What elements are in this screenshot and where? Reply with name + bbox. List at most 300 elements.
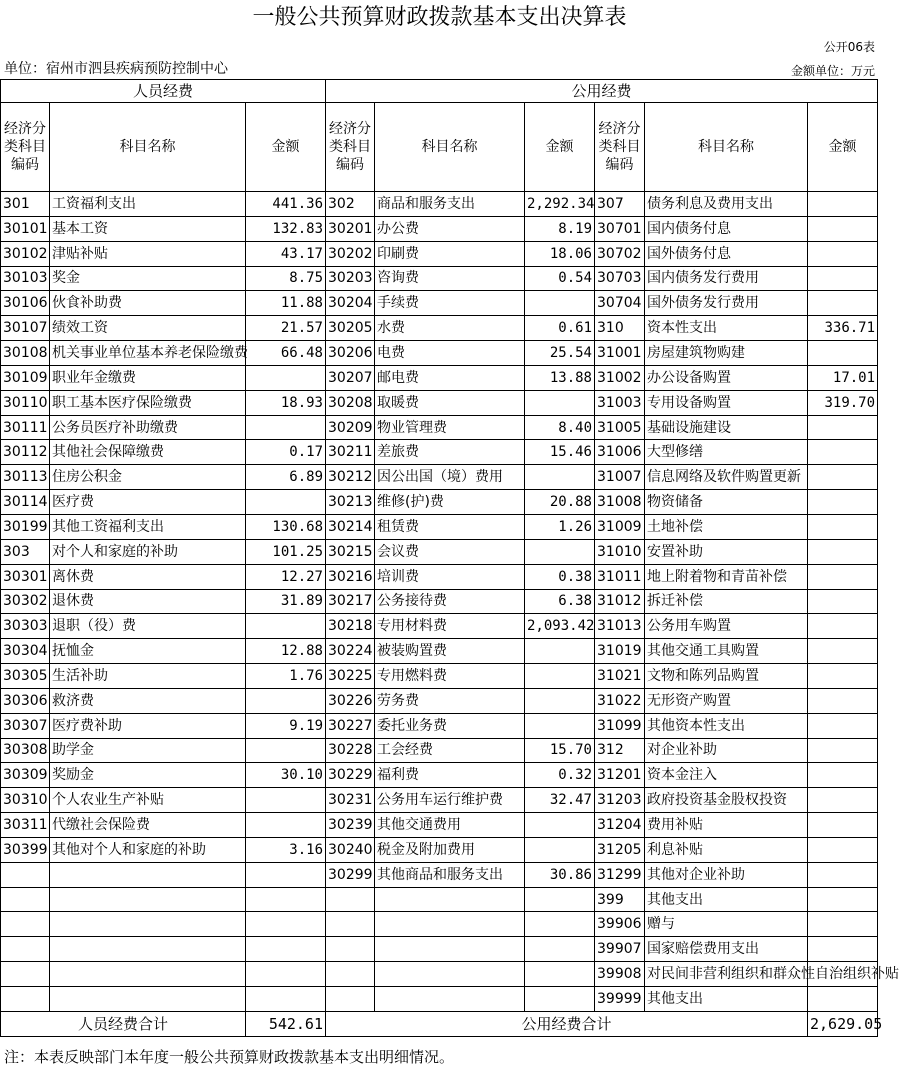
cell-code [326, 987, 375, 1012]
cell-name: 税金及附加费用 [375, 837, 525, 862]
cell-code: 30307 [1, 713, 50, 738]
cell-amount: 0.61 [525, 316, 595, 341]
cell-code: 31001 [595, 341, 645, 366]
header-name: 科目名称 [645, 103, 808, 192]
cell-amount: 25.54 [525, 341, 595, 366]
cell-code: 30229 [326, 763, 375, 788]
cell-amount [525, 713, 595, 738]
cell-code: 30301 [1, 564, 50, 589]
cell-name: 国外债务付息 [645, 241, 808, 266]
cell-code: 30201 [326, 216, 375, 241]
cell-name: 公务用车运行维护费 [375, 788, 525, 813]
cell-amount [808, 539, 878, 564]
cell-code: 30207 [326, 365, 375, 390]
cell-code: 30106 [1, 291, 50, 316]
cell-code [326, 912, 375, 937]
cell-amount [808, 688, 878, 713]
cell-name: 取暖费 [375, 390, 525, 415]
table-code: 公开06表 [823, 40, 875, 54]
cell-code: 30704 [595, 291, 645, 316]
table-row [1, 440, 878, 465]
cell-name: 其他交通工具购置 [645, 639, 808, 664]
table-row [1, 763, 878, 788]
cell-code: 30299 [326, 862, 375, 887]
cell-amount [808, 862, 878, 887]
cell-code: 31010 [595, 539, 645, 564]
cell-code: 30107 [1, 316, 50, 341]
cell-name: 费用补贴 [645, 813, 808, 838]
cell-code: 31299 [595, 862, 645, 887]
cell-name: 资本性支出 [645, 316, 808, 341]
cell-code: 30214 [326, 514, 375, 539]
cell-amount [808, 490, 878, 515]
cell-name: 个人农业生产补贴 [50, 788, 246, 813]
table-row [1, 713, 878, 738]
cell-code: 30102 [1, 241, 50, 266]
cell-name: 咨询费 [375, 266, 525, 291]
cell-code: 30101 [1, 216, 50, 241]
header-name: 科目名称 [375, 103, 525, 192]
cell-amount [525, 813, 595, 838]
table-row [1, 490, 878, 515]
cell-amount: 31.89 [246, 589, 326, 614]
cell-name: 信息网络及软件购置更新 [645, 465, 808, 490]
cell-amount [808, 887, 878, 912]
cell-name [50, 912, 246, 937]
cell-amount [808, 813, 878, 838]
cell-amount [525, 390, 595, 415]
cell-name: 物业管理费 [375, 415, 525, 440]
cell-code: 31009 [595, 514, 645, 539]
cell-amount: 2,093.42 [525, 614, 595, 639]
cell-name: 工会经费 [375, 738, 525, 763]
cell-name: 印刷费 [375, 241, 525, 266]
cell-name: 专用材料费 [375, 614, 525, 639]
cell-code: 30216 [326, 564, 375, 589]
cell-amount [246, 987, 326, 1012]
table-row [1, 192, 878, 217]
cell-amount [246, 862, 326, 887]
cell-code: 31022 [595, 688, 645, 713]
cell-code: 31201 [595, 763, 645, 788]
cell-name: 邮电费 [375, 365, 525, 390]
cell-amount [525, 291, 595, 316]
cell-name: 培训费 [375, 564, 525, 589]
amount-unit: 金额单位：万元 [790, 64, 875, 78]
cell-code: 31099 [595, 713, 645, 738]
cell-amount: 6.89 [246, 465, 326, 490]
cell-code: 39908 [595, 962, 645, 987]
public-total-amount: 2,629.05 [808, 1011, 878, 1036]
table-row [1, 738, 878, 763]
header-code: 经济分类科目编码 [1, 103, 50, 192]
table-row [1, 341, 878, 366]
cell-amount [246, 912, 326, 937]
cell-name: 债务利息及费用支出 [645, 192, 808, 217]
cell-name: 基本工资 [50, 216, 246, 241]
cell-amount [246, 365, 326, 390]
cell-amount: 8.19 [525, 216, 595, 241]
cell-name: 办公设备购置 [645, 365, 808, 390]
cell-amount [808, 241, 878, 266]
cell-amount: 15.70 [525, 738, 595, 763]
cell-amount: 0.38 [525, 564, 595, 589]
unit-label: 单位：宿州市泗县疾病预防控制中心 [4, 61, 228, 77]
cell-code [1, 862, 50, 887]
personnel-total-label: 人员经费合计 [1, 1011, 246, 1036]
cell-amount: 13.88 [525, 365, 595, 390]
cell-name: 专用设备购置 [645, 390, 808, 415]
table-row [1, 266, 878, 291]
cell-amount: 9.19 [246, 713, 326, 738]
cell-code: 39906 [595, 912, 645, 937]
table-row [1, 465, 878, 490]
cell-code: 31007 [595, 465, 645, 490]
public-total-label: 公用经费合计 [326, 1011, 808, 1036]
cell-name: 助学金 [50, 738, 246, 763]
cell-code: 30113 [1, 465, 50, 490]
cell-name [375, 962, 525, 987]
cell-code: 301 [1, 192, 50, 217]
cell-amount [246, 887, 326, 912]
cell-code: 30199 [1, 514, 50, 539]
table-row [1, 788, 878, 813]
cell-amount: 1.26 [525, 514, 595, 539]
cell-name: 水费 [375, 316, 525, 341]
cell-amount: 336.71 [808, 316, 878, 341]
cell-amount: 12.27 [246, 564, 326, 589]
cell-amount [808, 440, 878, 465]
cell-code: 30228 [326, 738, 375, 763]
cell-name: 国内债务发行费用 [645, 266, 808, 291]
cell-name: 对个人和家庭的补助 [50, 539, 246, 564]
cell-amount [246, 738, 326, 763]
cell-code: 30111 [1, 415, 50, 440]
header-name: 科目名称 [50, 103, 246, 192]
cell-code [326, 962, 375, 987]
cell-name: 其他社会保障缴费 [50, 440, 246, 465]
cell-code: 31203 [595, 788, 645, 813]
cell-code [326, 887, 375, 912]
cell-code: 31012 [595, 589, 645, 614]
table-row [1, 639, 878, 664]
cell-amount [808, 713, 878, 738]
cell-code: 302 [326, 192, 375, 217]
personnel-total-amount: 542.61 [246, 1011, 326, 1036]
cell-name: 委托业务费 [375, 713, 525, 738]
cell-amount [808, 291, 878, 316]
cell-amount [808, 788, 878, 813]
cell-amount: 441.36 [246, 192, 326, 217]
cell-amount [246, 962, 326, 987]
cell-code: 399 [595, 887, 645, 912]
cell-name: 国外债务发行费用 [645, 291, 808, 316]
cell-code: 31021 [595, 664, 645, 689]
header-code: 经济分类科目编码 [595, 103, 645, 192]
cell-code [1, 887, 50, 912]
cell-name: 职工基本医疗保险缴费 [50, 390, 246, 415]
cell-amount [525, 837, 595, 862]
table-row [1, 564, 878, 589]
cell-code: 31019 [595, 639, 645, 664]
cell-name: 维修(护)费 [375, 490, 525, 515]
cell-code: 31204 [595, 813, 645, 838]
header-amount: 金额 [246, 103, 326, 192]
cell-code: 30202 [326, 241, 375, 266]
cell-code: 30702 [595, 241, 645, 266]
cell-amount: 0.54 [525, 266, 595, 291]
cell-code: 30205 [326, 316, 375, 341]
cell-amount [525, 912, 595, 937]
table-row [1, 291, 878, 316]
cell-name: 福利费 [375, 763, 525, 788]
cell-name: 其他对个人和家庭的补助 [50, 837, 246, 862]
cell-name: 离休费 [50, 564, 246, 589]
table-row [1, 589, 878, 614]
cell-name: 利息补贴 [645, 837, 808, 862]
cell-amount: 3.16 [246, 837, 326, 862]
cell-name: 因公出国（境）费用 [375, 465, 525, 490]
cell-amount [525, 664, 595, 689]
cell-code: 31005 [595, 415, 645, 440]
cell-code [1, 987, 50, 1012]
cell-code: 31011 [595, 564, 645, 589]
cell-amount: 12.88 [246, 639, 326, 664]
table-row [1, 937, 878, 962]
cell-name [375, 937, 525, 962]
cell-name: 国家赔偿费用支出 [645, 937, 808, 962]
cell-name: 绩效工资 [50, 316, 246, 341]
cell-name: 租赁费 [375, 514, 525, 539]
cell-code: 30308 [1, 738, 50, 763]
cell-amount [808, 664, 878, 689]
cell-amount [525, 539, 595, 564]
cell-code: 39907 [595, 937, 645, 962]
cell-amount [525, 465, 595, 490]
cell-code [1, 912, 50, 937]
cell-code: 30310 [1, 788, 50, 813]
cell-amount: 8.75 [246, 266, 326, 291]
cell-name: 医疗费补助 [50, 713, 246, 738]
cell-name: 公务员医疗补助缴费 [50, 415, 246, 440]
cell-amount [808, 589, 878, 614]
cell-amount [808, 341, 878, 366]
cell-code: 303 [1, 539, 50, 564]
cell-code: 30203 [326, 266, 375, 291]
cell-code: 31008 [595, 490, 645, 515]
cell-code: 30225 [326, 664, 375, 689]
footnote: 注：本表反映部门本年度一般公共预算财政拨款基本支出明细情况。 [4, 1048, 455, 1066]
cell-name: 赠与 [645, 912, 808, 937]
table-row [1, 365, 878, 390]
cell-amount [525, 639, 595, 664]
cell-name: 物资储备 [645, 490, 808, 515]
cell-amount: 6.38 [525, 589, 595, 614]
cell-code: 312 [595, 738, 645, 763]
cell-amount [246, 813, 326, 838]
cell-name: 其他资本性支出 [645, 713, 808, 738]
cell-amount: 0.32 [525, 763, 595, 788]
cell-name: 文物和陈列品购置 [645, 664, 808, 689]
cell-amount [246, 490, 326, 515]
cell-code [1, 937, 50, 962]
cell-code: 30211 [326, 440, 375, 465]
cell-amount [808, 987, 878, 1012]
cell-name: 差旅费 [375, 440, 525, 465]
cell-amount [808, 614, 878, 639]
cell-amount [808, 564, 878, 589]
cell-name [50, 887, 246, 912]
cell-amount [525, 987, 595, 1012]
cell-code: 30309 [1, 763, 50, 788]
cell-name: 地上附着物和青苗补偿 [645, 564, 808, 589]
cell-code: 30215 [326, 539, 375, 564]
cell-amount: 130.68 [246, 514, 326, 539]
table-row [1, 539, 878, 564]
cell-code: 30218 [326, 614, 375, 639]
cell-code: 307 [595, 192, 645, 217]
cell-code: 30212 [326, 465, 375, 490]
cell-name: 住房公积金 [50, 465, 246, 490]
cell-amount [246, 688, 326, 713]
cell-name: 安置补助 [645, 539, 808, 564]
cell-amount: 32.47 [525, 788, 595, 813]
cell-code: 30701 [595, 216, 645, 241]
cell-amount: 43.17 [246, 241, 326, 266]
cell-name: 机关事业单位基本养老保险缴费 [50, 341, 246, 366]
table-row [1, 664, 878, 689]
cell-code: 30311 [1, 813, 50, 838]
cell-amount: 1.76 [246, 664, 326, 689]
cell-amount: 30.10 [246, 763, 326, 788]
cell-name: 被装购置费 [375, 639, 525, 664]
cell-amount [808, 216, 878, 241]
cell-amount [808, 738, 878, 763]
cell-name: 其他工资福利支出 [50, 514, 246, 539]
cell-amount: 15.46 [525, 440, 595, 465]
cell-amount: 30.86 [525, 862, 595, 887]
cell-name: 其他支出 [645, 987, 808, 1012]
cell-code: 30239 [326, 813, 375, 838]
cell-code: 39999 [595, 987, 645, 1012]
cell-amount [808, 937, 878, 962]
cell-code: 30103 [1, 266, 50, 291]
cell-code: 30306 [1, 688, 50, 713]
cell-amount [246, 937, 326, 962]
cell-name: 其他对企业补助 [645, 862, 808, 887]
cell-name [50, 987, 246, 1012]
cell-name: 会议费 [375, 539, 525, 564]
cell-name: 基础设施建设 [645, 415, 808, 440]
cell-name: 手续费 [375, 291, 525, 316]
cell-amount [808, 415, 878, 440]
cell-name: 职业年金缴费 [50, 365, 246, 390]
cell-amount: 101.25 [246, 539, 326, 564]
table-row [1, 688, 878, 713]
cell-code [1, 962, 50, 987]
cell-name: 抚恤金 [50, 639, 246, 664]
cell-code [326, 937, 375, 962]
cell-amount [246, 415, 326, 440]
cell-code: 31003 [595, 390, 645, 415]
cell-amount: 0.17 [246, 440, 326, 465]
header-amount: 金额 [525, 103, 595, 192]
cell-code: 30114 [1, 490, 50, 515]
table-row [1, 514, 878, 539]
cell-code: 30304 [1, 639, 50, 664]
cell-amount: 66.48 [246, 341, 326, 366]
table-row [1, 415, 878, 440]
cell-code: 30703 [595, 266, 645, 291]
totals-row [1, 1011, 878, 1036]
cell-code: 30231 [326, 788, 375, 813]
cell-amount: 18.06 [525, 241, 595, 266]
cell-amount [808, 465, 878, 490]
cell-name: 工资福利支出 [50, 192, 246, 217]
cell-code: 30305 [1, 664, 50, 689]
cell-name: 办公费 [375, 216, 525, 241]
cell-name: 拆迁补偿 [645, 589, 808, 614]
cell-code: 30240 [326, 837, 375, 862]
cell-name: 公务接待费 [375, 589, 525, 614]
table-row [1, 862, 878, 887]
table-row [1, 962, 878, 987]
cell-code: 31013 [595, 614, 645, 639]
cell-amount: 8.40 [525, 415, 595, 440]
cell-name: 医疗费 [50, 490, 246, 515]
cell-code: 30399 [1, 837, 50, 862]
table-row [1, 241, 878, 266]
cell-code: 30206 [326, 341, 375, 366]
cell-code: 30204 [326, 291, 375, 316]
cell-amount: 20.88 [525, 490, 595, 515]
cell-code: 30303 [1, 614, 50, 639]
cell-amount [808, 912, 878, 937]
cell-name [50, 937, 246, 962]
cell-code: 30208 [326, 390, 375, 415]
table-row [1, 316, 878, 341]
table-row [1, 614, 878, 639]
cell-amount [808, 763, 878, 788]
cell-name: 津贴补贴 [50, 241, 246, 266]
cell-amount [525, 937, 595, 962]
table-row [1, 390, 878, 415]
cell-code: 31205 [595, 837, 645, 862]
cell-name: 劳务费 [375, 688, 525, 713]
cell-amount [808, 514, 878, 539]
cell-name: 奖励金 [50, 763, 246, 788]
cell-name: 公务用车购置 [645, 614, 808, 639]
header-code: 经济分类科目编码 [326, 103, 375, 192]
cell-name: 大型修缮 [645, 440, 808, 465]
cell-name: 退休费 [50, 589, 246, 614]
table-row [1, 912, 878, 937]
cell-amount [808, 192, 878, 217]
cell-amount: 18.93 [246, 390, 326, 415]
cell-amount: 2,292.34 [525, 192, 595, 217]
cell-amount: 319.70 [808, 390, 878, 415]
cell-name [50, 862, 246, 887]
table-row [1, 987, 878, 1012]
cell-name: 伙食补助费 [50, 291, 246, 316]
cell-name: 政府投资基金股权投资 [645, 788, 808, 813]
cell-name [375, 912, 525, 937]
cell-code: 30226 [326, 688, 375, 713]
cell-name: 其他交通费用 [375, 813, 525, 838]
table-row [1, 216, 878, 241]
cell-name: 其他支出 [645, 887, 808, 912]
cell-name: 房屋建筑物购建 [645, 341, 808, 366]
